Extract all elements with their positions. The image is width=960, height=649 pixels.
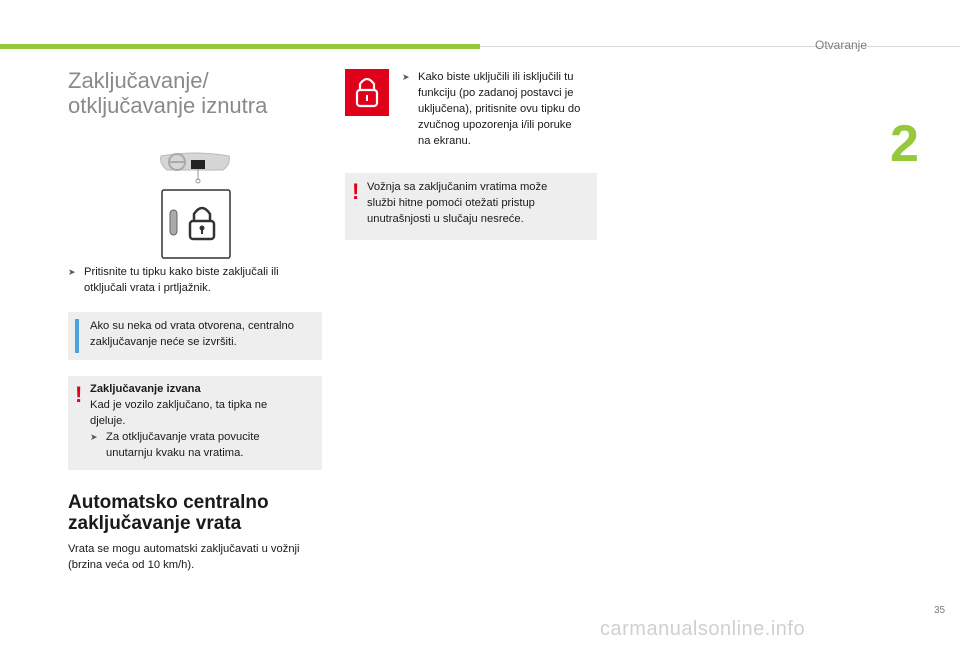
warning-box-line2: djeluje.	[90, 415, 126, 427]
warning-box-bullet-line1: Za otključavanje vrata povucite	[106, 431, 260, 443]
dashboard-icon	[157, 150, 233, 186]
auto-lock-text	[68, 541, 338, 573]
arrow-bullet-icon: ➤	[90, 432, 98, 442]
info-box-line1: Ako su neka od vrata otvorena, centralno	[90, 320, 294, 332]
arrow-bullet-icon: ➤	[68, 267, 76, 277]
auto-heading-line1: Automatsko centralno	[68, 492, 269, 513]
toggle-line5: na ekranu.	[418, 135, 471, 147]
watermark: carmanualsonline.info	[600, 618, 806, 640]
page-title-line2: otključavanje iznutra	[68, 93, 268, 118]
info-box	[68, 312, 322, 360]
auto-heading-line2: zaključavanje vrata	[68, 513, 242, 534]
toggle-line4: zvučnog upozorenja i/ili poruke	[418, 119, 572, 131]
info-icon	[75, 319, 79, 353]
lock-button-red	[345, 69, 389, 116]
section-heading-auto-lock	[68, 492, 269, 534]
driving-warning-line2: službi hitne pomoći otežati pristup	[367, 197, 535, 209]
auto-lock-text-line1: Vrata se mogu automatski zaključavati u vožnji	[68, 543, 300, 555]
driving-warning-line1: Vožnja sa zaključanim vratima može	[367, 181, 548, 193]
header-divider	[480, 46, 960, 47]
page-title-line1: Zaključavanje/	[68, 68, 209, 93]
section-title: Otvaranje	[815, 38, 868, 52]
toggle-line1: Kako biste uključili ili isključili tu	[418, 71, 574, 83]
header-accent-bar	[0, 44, 480, 49]
warning-box-heading: Zaključavanje izvana	[90, 383, 201, 395]
toggle-line2: funkciju (po zadanoj postavci je	[418, 87, 574, 99]
auto-lock-text-line2: (brzina veća od 10 km/h).	[68, 559, 195, 571]
lock-instruction-line2: otključali vrata i prtljažnik.	[84, 282, 211, 294]
warning-box-bullet-line2: unutarnju kvaku na vratima.	[106, 447, 244, 459]
page-number: 35	[934, 605, 946, 616]
toggle-instruction	[402, 69, 612, 149]
warning-box-driving-locked	[345, 173, 597, 240]
lock-instruction	[68, 264, 328, 296]
page-title	[68, 68, 267, 118]
central-lock-button-illustration	[161, 189, 231, 259]
driving-warning-line3: unutrašnjosti u slučaju nesreće.	[367, 213, 524, 225]
padlock-icon	[345, 69, 389, 116]
warning-box-exterior-lock	[68, 376, 322, 470]
chapter-number: 2	[890, 115, 919, 173]
lock-instruction-line1: Pritisnite tu tipku kako biste zaključali ili	[84, 266, 279, 278]
warning-box-line1: Kad je vozilo zaključano, ta tipka ne	[90, 399, 268, 411]
toggle-line3: uključena), pritisnite ovu tipku do	[418, 103, 581, 115]
arrow-bullet-icon: ➤	[402, 72, 410, 82]
warning-icon: !	[75, 382, 83, 407]
warning-icon: !	[352, 179, 360, 204]
info-box-line2: zaključavanje neće se izvršiti.	[90, 336, 237, 348]
